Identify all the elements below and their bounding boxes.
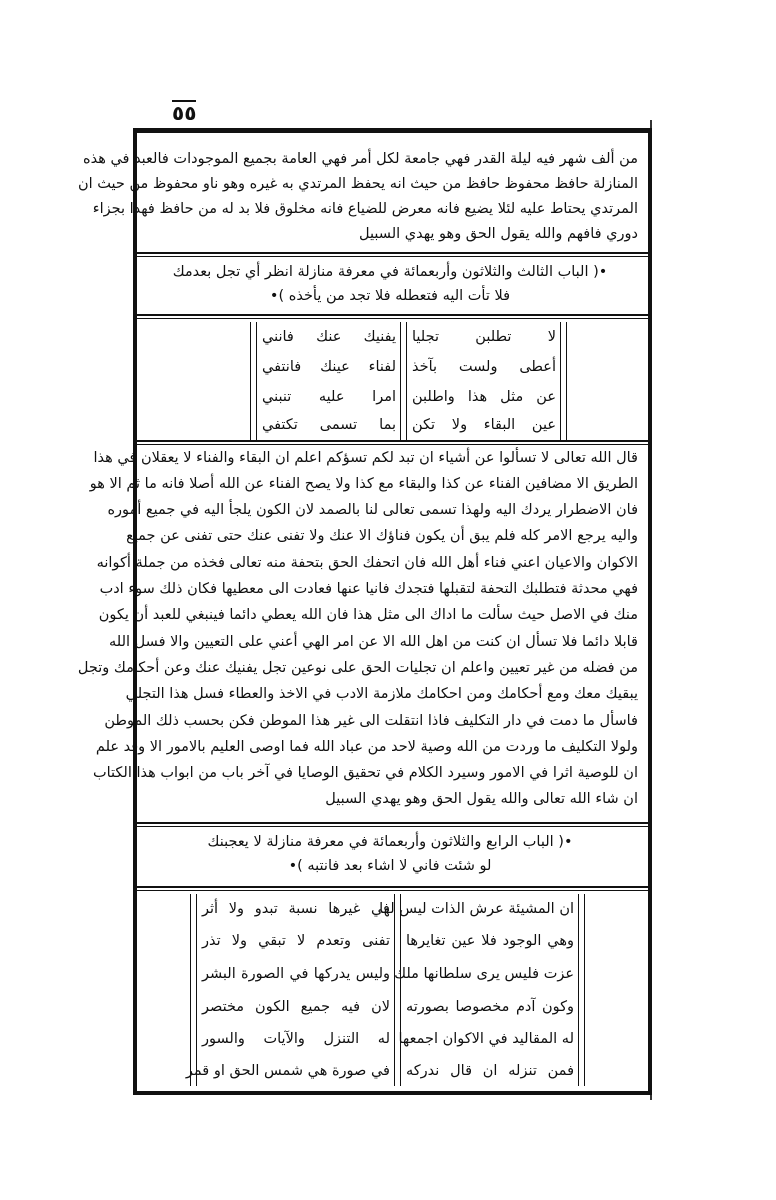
paragraph2-line: ان للوصية اثرا في الامور وسيرد الكلام في تحقيق الوصايا في آخر باب من ابواب هذا الكتاب [92,765,638,781]
paragraph2-line: فاسأل ما دمت في دار التكليف فاذا انتقلت الى غير هذا الموطن فكن بحسب ذلك الموطن [104,713,638,729]
verse-hemistich: لفناء عينك فانتفي [262,359,396,375]
verse-hemistich: له التنزل والآيات والسور [202,1031,390,1047]
verse-hemistich: له المقاليد في الاكوان اجمعها [398,1031,574,1047]
verse-hemistich: تفنى وتعدم لا تبقي ولا تذر [202,933,390,949]
verse-hemistich: وكون آدم مخصوصا بصورته [406,999,574,1015]
paragraph2-line: قابلا دائما فلا تسأل ان كنت من اهل الله الا عن امر الهي أعني على التعيين والا فسل الله [109,634,638,650]
verse-hemistich: عزت فليس يرى سلطانها ملك [394,966,574,982]
heading-line: لو شئت فاني لا اشاء بعد فانتبه )• [288,858,492,874]
paragraph2-line: ان شاء الله تعالى والله يقول الحق وهو يهدي السبيل [325,791,638,807]
paragraph1-line: المرتدي يحتاط عليه لئلا يضيع فانه معرض للضياع فانه مخلوق فلا بد له من حافظ فهذا بجزاء [92,201,638,217]
verse-hemistich: لان فيه جميع الكون مختصر [202,999,390,1015]
verse-hemistich: أعطى ولست بآخذ [412,359,556,375]
verse-bar [578,894,585,1086]
verse-bar [190,894,197,1086]
chapter-heading-433 [142,260,638,308]
divider-rule [137,822,648,827]
verse-hemistich: لا تطلبن تجليا [412,329,556,345]
paragraph1-line: من ألف شهر فيه ليلة القدر فهي جامعة لكل أمر فهي العامة بجميع الموجودات فالعبد في هذه [82,151,638,167]
verse-hemistich: امرا عليه تنبني [262,389,396,405]
verse-hemistich: بما تسمى تكتفي [262,417,396,433]
paragraph2-line: فهي محدثة فتطلبك التحفة لتقبلها فتجدك فانيا عنها فعادت الى معطيها فكان ذلك سوء ادب [99,581,638,597]
verse-hemistich: في غيرها نسبة تبدو ولا أثر [202,901,390,917]
verse-hemistich: فمن تنزله ان قال ندركه [406,1063,574,1079]
verse-hemistich: عن مثل هذا واطلبن [412,389,556,405]
paragraph2-line: يبقيك معك ومع أحكامك ومن احكامك ملازمة الادب في الاخذ والعطاء فسل هذا التجلي [125,686,638,702]
paragraph1-line: دوري فافهم والله يقول الحق وهو يهدي السبيل [359,226,638,242]
verse-hemistich: في صورة هي شمس الحق او قمر [185,1063,390,1079]
paragraph2-line: منك في الاصل حيث سألت ما اداك الى مثل هذا فان الله يعطي دائما فينبغي للعبد أن يكون [98,607,638,623]
page-number: ٥٥ [172,101,197,125]
verse-bar [400,322,407,440]
divider-rule [137,252,648,257]
verse-bar [394,894,401,1086]
paragraph2-line: الطريق الا مضافين الفناء عن كذا والبقاء مع كذا ولا يصح الفناء عن الله أصلا فانه ما ثم الا هو [89,476,638,492]
divider-rule [137,314,648,319]
verse-hemistich: عين البقاء ولا تكن [412,417,556,433]
heading-line: •( الباب الثالث والثلاثون وأربعمائة في معرفة منازلة انظر أي تجل بعدمك [172,264,608,280]
chapter-heading-434 [142,830,638,878]
verse-bar [560,322,567,440]
heading-line: فلا تأت اليه فتعطله فلا تجد من يأخذه )• [269,288,511,304]
verse-hemistich: وليس يدركها في الصورة البشر [202,966,390,982]
paragraph2-line: الاكوان والاعيان اعني فناء أهل الله فان اتحفك الحق بتحفة منه تعالى فخذه من جملة أكوانه [96,555,638,571]
paragraph2-line: ولولا التكليف ما وردت من الله وصية لاحد من عباد الله فما اوصى العليم بالامور الا وقد علم [95,739,638,755]
paragraph1-line: المنازلة حافظ محفوظ حافظ من حيث انه يحفظ المرتدي به غيره وهو ناو محفوظ من حيث ان [78,176,638,192]
paragraph2-line: فان الاضطرار يردك اليه ولهذا تسمى تعالى لنا بالصمد لان الكون يلجأ اليه في جميع أموره [107,502,638,518]
verse-hemistich: وهي الوجود فلا عين تغايرها [406,933,574,949]
divider-rule [137,886,648,891]
divider-rule [137,440,648,445]
verse-hemistich: ان المشيئة عرش الذات ليس لها [379,901,574,917]
paragraph2-line: واليه يرجع الامر كله فلم يبق أن يكون فناؤك الا عنك ولا تفنى عنك حتى تفنى عن جميع [126,528,638,544]
verse-bar [250,322,257,440]
verse-hemistich: يفنيك عنك فانني [262,329,396,345]
paragraph2-line: من فضله من غير تعيين واعلم ان تجليات الحق على نوعين تجل يفنيك عنك وعن أحكامك وتجل [77,660,638,676]
paragraph2-line: قال الله تعالى لا تسألوا عن أشياء ان تبد لكم تسؤكم اعلم ان البقاء والفناء لا يعقلان في هذا [93,450,638,466]
heading-line: •( الباب الرابع والثلاثون وأربعمائة في معرفة منازلة لا يعجبنك [207,834,573,850]
